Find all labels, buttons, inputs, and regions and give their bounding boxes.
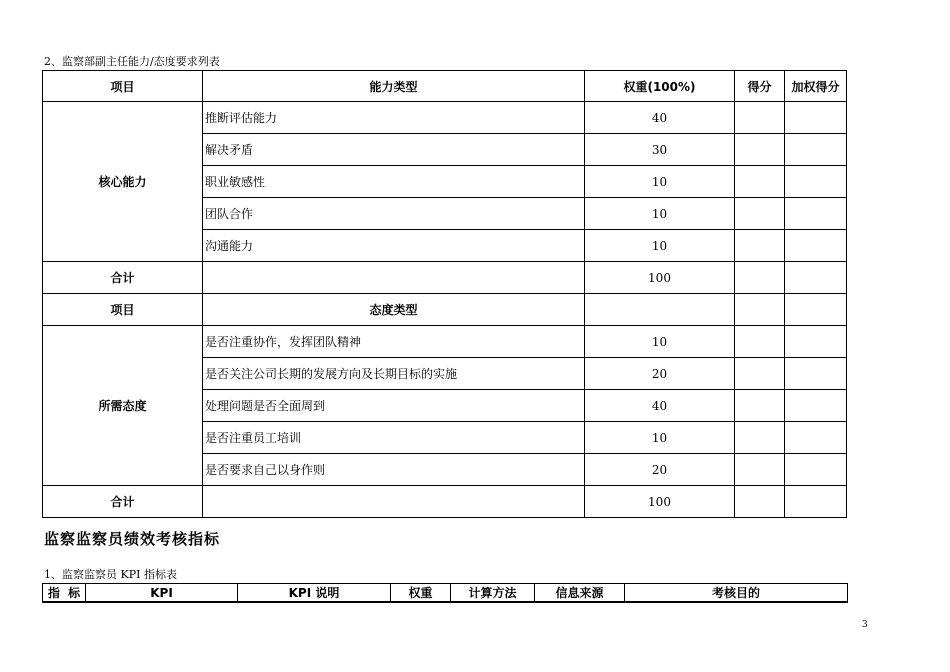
kpi-header-purpose: 考核目的 bbox=[625, 584, 848, 603]
attitude-total-weight: 100 bbox=[585, 486, 735, 518]
kpi-header-description: KPI 说明 bbox=[238, 584, 391, 603]
empty-cell bbox=[203, 262, 585, 294]
score-cell bbox=[735, 134, 785, 166]
core-total-row bbox=[43, 262, 847, 294]
section-title: 监察监察员绩效考核指标 bbox=[44, 530, 221, 548]
ability-name: 职业敏感性 bbox=[203, 166, 585, 198]
weighted-score-cell bbox=[785, 358, 847, 390]
score-cell bbox=[735, 390, 785, 422]
kpi-header-indicator: 指 标 bbox=[43, 584, 86, 603]
score-cell bbox=[735, 454, 785, 486]
attitude-name: 是否关注公司长期的发展方向及长期目标的实施 bbox=[203, 358, 585, 390]
weighted-score-cell bbox=[785, 294, 847, 326]
score-cell bbox=[735, 326, 785, 358]
attitude-weight: 10 bbox=[585, 422, 735, 454]
header-ability-type: 能力类型 bbox=[203, 71, 585, 102]
attitude-header-item: 项目 bbox=[43, 294, 203, 326]
table-row bbox=[43, 102, 847, 134]
kpi-header-info-source: 信息来源 bbox=[535, 584, 625, 603]
score-cell bbox=[735, 198, 785, 230]
core-total-weight: 100 bbox=[585, 262, 735, 294]
ability-weight: 10 bbox=[585, 230, 735, 262]
ability-name: 沟通能力 bbox=[203, 230, 585, 262]
score-cell bbox=[735, 166, 785, 198]
empty-cell bbox=[203, 486, 585, 518]
weighted-score-cell bbox=[785, 134, 847, 166]
kpi-table-caption: 1、监察监察员 KPI 指标表 bbox=[44, 568, 177, 581]
table-header-row bbox=[43, 71, 847, 102]
attitude-weight: 20 bbox=[585, 358, 735, 390]
weighted-score-cell bbox=[785, 230, 847, 262]
score-cell bbox=[735, 422, 785, 454]
attitude-header-row bbox=[43, 294, 847, 326]
attitude-weight: 10 bbox=[585, 326, 735, 358]
attitude-weight: 20 bbox=[585, 454, 735, 486]
score-cell bbox=[735, 102, 785, 134]
attitude-name: 处理问题是否全面周到 bbox=[203, 390, 585, 422]
attitude-name: 是否要求自己以身作则 bbox=[203, 454, 585, 486]
ability-weight: 40 bbox=[585, 102, 735, 134]
ability-weight: 30 bbox=[585, 134, 735, 166]
weighted-score-cell bbox=[785, 262, 847, 294]
kpi-header-kpi: KPI bbox=[86, 584, 238, 603]
score-cell bbox=[735, 294, 785, 326]
core-ability-label: 核心能力 bbox=[43, 102, 203, 262]
page-number: 3 bbox=[862, 620, 868, 630]
core-total-label: 合计 bbox=[43, 262, 203, 294]
attitude-total-row bbox=[43, 486, 847, 518]
ability-weight: 10 bbox=[585, 198, 735, 230]
weighted-score-cell bbox=[785, 422, 847, 454]
kpi-header-weight: 权重 bbox=[391, 584, 451, 603]
attitude-total-label: 合计 bbox=[43, 486, 203, 518]
ability-name: 解决矛盾 bbox=[203, 134, 585, 166]
ability-weight: 10 bbox=[585, 166, 735, 198]
score-cell bbox=[735, 486, 785, 518]
header-weighted-score: 加权得分 bbox=[785, 71, 847, 102]
attitude-weight: 40 bbox=[585, 390, 735, 422]
attitude-name: 是否注重协作，发挥团队精神 bbox=[203, 326, 585, 358]
weighted-score-cell bbox=[785, 166, 847, 198]
kpi-header-calc-method: 计算方法 bbox=[451, 584, 535, 603]
header-weight: 权重(100%) bbox=[585, 71, 735, 102]
weighted-score-cell bbox=[785, 326, 847, 358]
table-row bbox=[43, 326, 847, 358]
ability-attitude-table bbox=[42, 70, 847, 518]
empty-cell bbox=[585, 294, 735, 326]
kpi-header-row bbox=[43, 584, 848, 603]
header-score: 得分 bbox=[735, 71, 785, 102]
weighted-score-cell bbox=[785, 454, 847, 486]
table-caption: 2、监察部副主任能力/态度要求列表 bbox=[44, 55, 220, 68]
header-item: 项目 bbox=[43, 71, 203, 102]
ability-name: 团队合作 bbox=[203, 198, 585, 230]
score-cell bbox=[735, 262, 785, 294]
score-cell bbox=[735, 230, 785, 262]
attitude-label: 所需态度 bbox=[43, 326, 203, 486]
weighted-score-cell bbox=[785, 486, 847, 518]
score-cell bbox=[735, 358, 785, 390]
weighted-score-cell bbox=[785, 198, 847, 230]
weighted-score-cell bbox=[785, 390, 847, 422]
ability-name: 推断评估能力 bbox=[203, 102, 585, 134]
kpi-table bbox=[42, 583, 848, 603]
attitude-header-type: 态度类型 bbox=[203, 294, 585, 326]
weighted-score-cell bbox=[785, 102, 847, 134]
attitude-name: 是否注重员工培训 bbox=[203, 422, 585, 454]
